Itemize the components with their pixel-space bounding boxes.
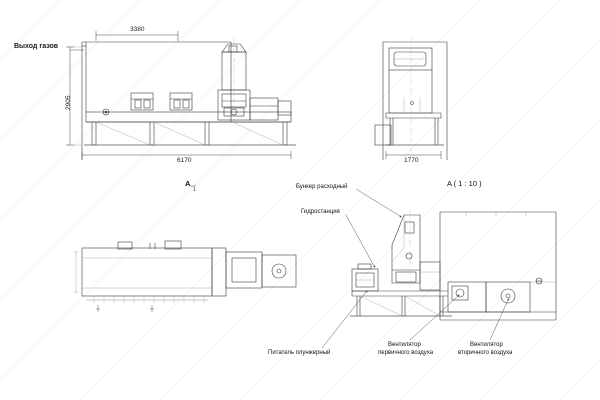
callout-primary-air-fan-line1: Вентилятор [388,342,421,348]
callout-hydrostation: Гидростанция [301,209,340,215]
view-label-front-subscript: 1 [193,187,196,193]
view-label-front: A [185,179,191,188]
callout-hopper: Бункер расходный [296,184,348,190]
dimension-2905: 2905 [65,95,72,110]
callout-primary-air-fan-line2: первичного воздуха [378,350,434,356]
dimension-6170: 6170 [177,157,192,164]
callout-secondary-air-fan-line1: Вентилятор [470,342,503,348]
dimension-3380: 3380 [130,26,145,33]
callout-plunger-feeder: Питатель плунжерный [268,350,331,356]
view-label-detail-a: A ( 1 : 10 ) [447,179,482,188]
dimension-1770: 1770 [404,157,419,164]
gas-outlet-label: Выход газов [14,43,59,50]
callout-secondary-air-fan-line2: вторичного воздуха [458,350,513,356]
